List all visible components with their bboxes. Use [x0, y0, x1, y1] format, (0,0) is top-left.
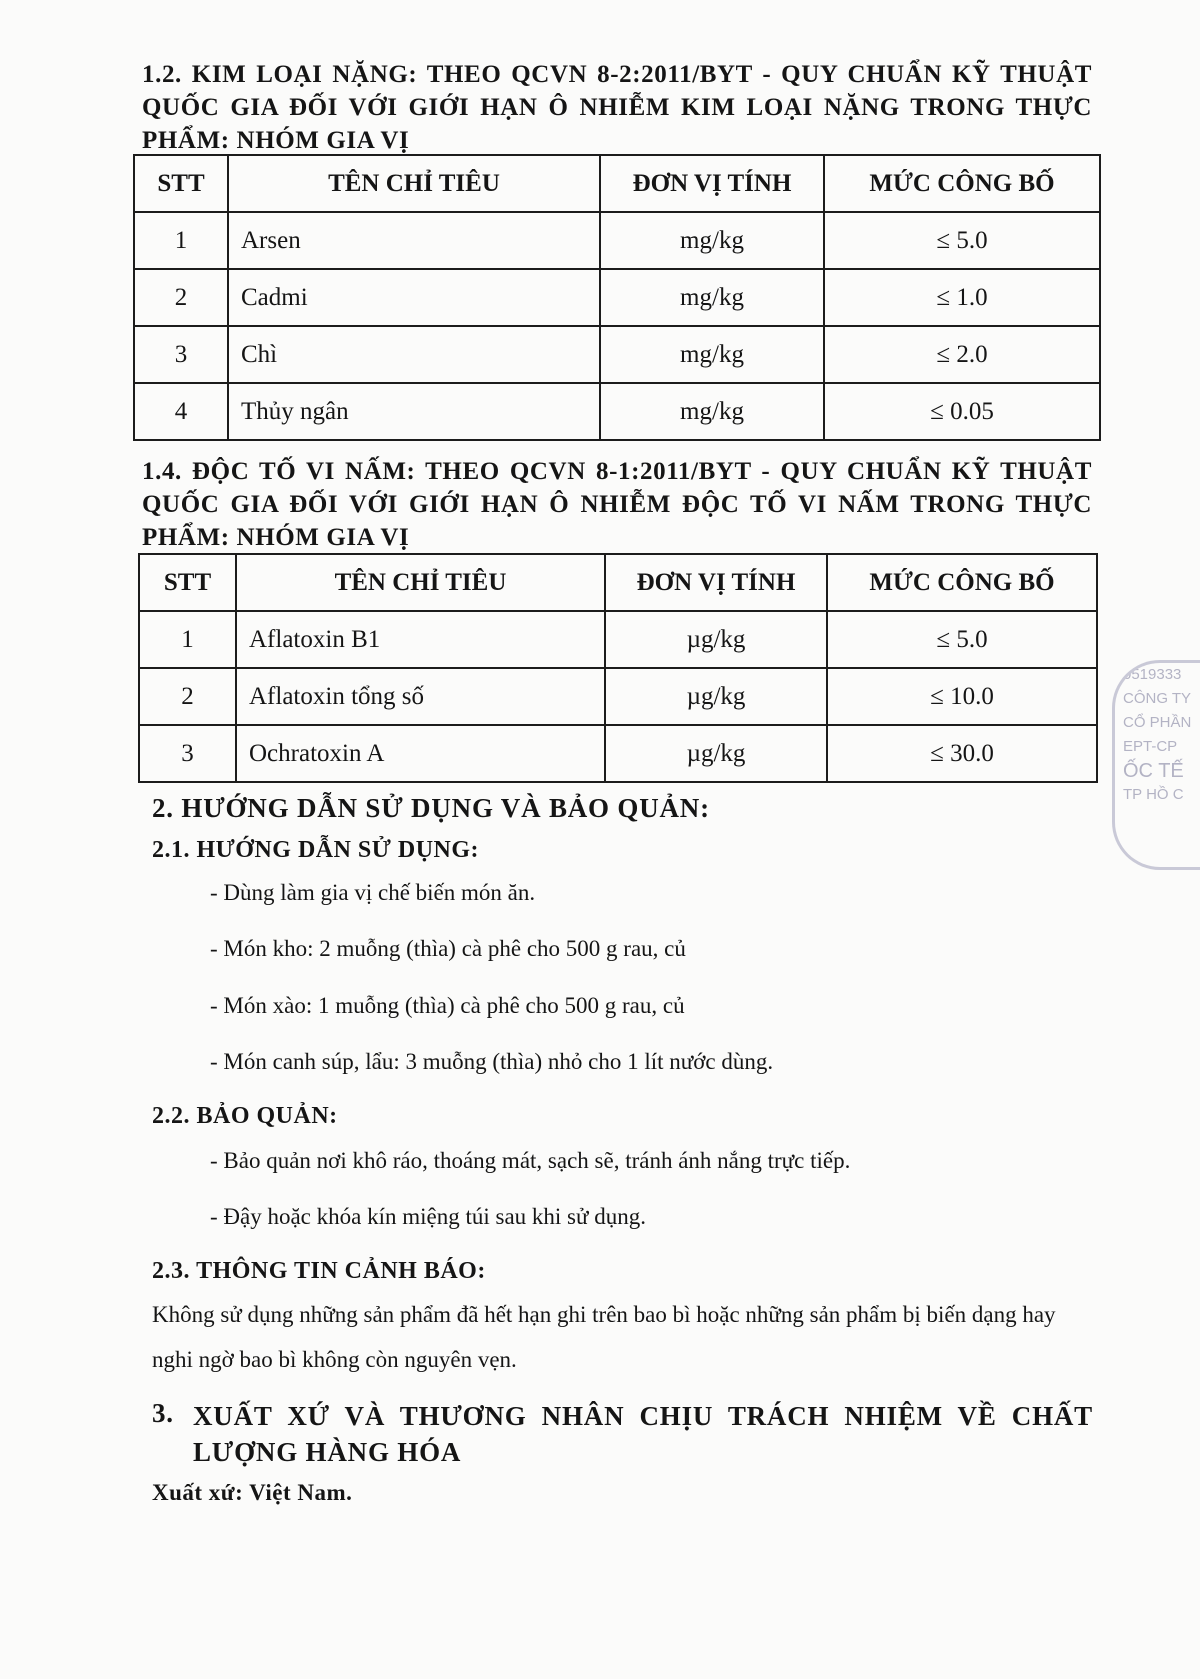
heavy-metals-table [133, 154, 1101, 441]
row-name: Chì [228, 326, 600, 383]
header-stt: STT [134, 155, 228, 212]
stamp-line: CỔ PHẦN [1123, 714, 1192, 731]
storage-title: 2.2. BẢO QUẢN: [152, 1103, 338, 1129]
row-stt: 4 [134, 383, 228, 440]
table-row [134, 326, 1100, 383]
warning-text: Không sử dụng những sản phẩm đã hết hạn ghi trên bao bì hoặc những sản phẩm bị biến dạng hay nghi ngờ bao bì không còn nguyên vẹn. [152, 1302, 1056, 1372]
row-value: ≤ 1.0 [824, 269, 1100, 326]
row-name: Aflatoxin tổng số [236, 668, 605, 725]
row-value: ≤ 5.0 [827, 611, 1097, 668]
stamp-line: 0519333 [1123, 666, 1182, 683]
table-row [134, 383, 1100, 440]
usage-title: 2.1. HƯỚNG DẪN SỬ DỤNG: [152, 837, 480, 863]
row-name: Thủy ngân [228, 383, 600, 440]
row-stt: 3 [139, 725, 236, 782]
row-unit: mg/kg [600, 383, 824, 440]
row-value: ≤ 10.0 [827, 668, 1097, 725]
header-value: MỨC CÔNG BỐ [827, 554, 1097, 611]
storage-item: - Đậy hoặc khóa kín miệng túi sau khi sử dụng. [210, 1204, 646, 1229]
usage-storage-title: 2. HƯỚNG DẪN SỬ DỤNG VÀ BẢO QUẢN: [152, 793, 710, 823]
company-stamp [1112, 660, 1200, 870]
row-stt: 2 [134, 269, 228, 326]
stamp-line: ỐC TẾ [1123, 760, 1184, 782]
row-unit: µg/kg [605, 611, 827, 668]
row-name: Cadmi [228, 269, 600, 326]
row-stt: 1 [139, 611, 236, 668]
row-value: ≤ 5.0 [824, 212, 1100, 269]
row-unit: µg/kg [605, 725, 827, 782]
header-value: MỨC CÔNG BỐ [824, 155, 1100, 212]
origin-text: Xuất xứ: Việt Nam. [152, 1480, 353, 1505]
row-stt: 2 [139, 668, 236, 725]
usage-item: - Món kho: 2 muỗng (thìa) cà phê cho 500 g rau, củ [210, 936, 686, 961]
header-name: TÊN CHỈ TIÊU [236, 554, 605, 611]
table-row [139, 725, 1097, 782]
header-name: TÊN CHỈ TIÊU [228, 155, 600, 212]
storage-item: - Bảo quản nơi khô ráo, thoáng mát, sạch sẽ, tránh ánh nắng trực tiếp. [210, 1148, 851, 1173]
row-name: Arsen [228, 212, 600, 269]
stamp-line: CÔNG TY [1123, 690, 1192, 707]
origin-responsibility-title: XUẤT XỨ VÀ THƯƠNG NHÂN CHỊU TRÁCH NHIỆM VỀ CHẤT LƯỢNG HÀNG HÓA [193, 1401, 1093, 1467]
stamp-line: EPT-CP [1123, 738, 1178, 755]
stamp-line: TP HỒ C [1123, 786, 1184, 803]
row-value: ≤ 0.05 [824, 383, 1100, 440]
table-row [134, 212, 1100, 269]
usage-item: - Dùng làm gia vị chế biến món ăn. [210, 880, 536, 905]
row-unit: mg/kg [600, 269, 824, 326]
usage-item: - Món canh súp, lẩu: 3 muỗng (thìa) nhỏ cho 1 lít nước dùng. [210, 1049, 774, 1074]
row-name: Ochratoxin A [236, 725, 605, 782]
table-row [139, 668, 1097, 725]
mycotoxins-heading: 1.4. ĐỘC TỐ VI NẤM: THEO QCVN 8-1:2011/BYT - QUY CHUẨN KỸ THUẬT QUỐC GIA ĐỐI VỚI GIỚI HẠN Ô NHIỄM ĐỘC TỐ VI NẤM TRONG THỰC PHẨM: NHÓM GIA VỊ [142, 458, 1092, 551]
row-unit: mg/kg [600, 212, 824, 269]
table-row [134, 269, 1100, 326]
row-stt: 1 [134, 212, 228, 269]
row-unit: mg/kg [600, 326, 824, 383]
header-unit: ĐƠN VỊ TÍNH [605, 554, 827, 611]
row-value: ≤ 2.0 [824, 326, 1100, 383]
row-unit: µg/kg [605, 668, 827, 725]
table-header-row [139, 554, 1097, 611]
row-stt: 3 [134, 326, 228, 383]
table-row [139, 611, 1097, 668]
table-header-row [134, 155, 1100, 212]
heavy-metals-heading: 1.2. KIM LOẠI NẶNG: THEO QCVN 8-2:2011/BYT - QUY CHUẨN KỸ THUẬT QUỐC GIA ĐỐI VỚI GIỚI HẠN Ô NHIỄM KIM LOẠI NẶNG TRONG THỰC PHẨM: NHÓM GIA VỊ [142, 61, 1092, 154]
warning-title: 2.3. THÔNG TIN CẢNH BÁO: [152, 1258, 486, 1284]
header-stt: STT [139, 554, 236, 611]
usage-item: - Món xào: 1 muỗng (thìa) cà phê cho 500 g rau, củ [210, 993, 685, 1018]
row-name: Aflatoxin B1 [236, 611, 605, 668]
section-3-number: 3. [152, 1398, 174, 1428]
row-value: ≤ 30.0 [827, 725, 1097, 782]
mycotoxins-table [138, 553, 1098, 783]
header-unit: ĐƠN VỊ TÍNH [600, 155, 824, 212]
